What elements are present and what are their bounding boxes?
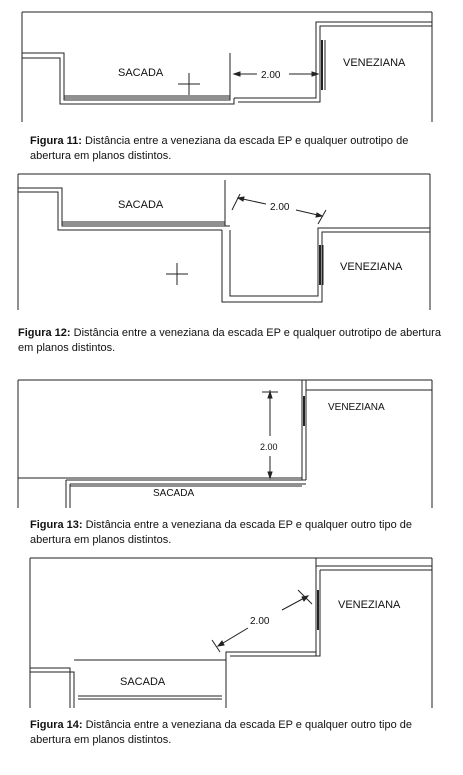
figure-13-caption	[30, 518, 450, 548]
figure-11-caption-label: Figura 11:	[30, 135, 82, 147]
figure-13-dimension: 2.00	[260, 442, 278, 452]
figure-13-left-label: SACADA	[153, 488, 195, 499]
figure-14-left-label: SACADA	[120, 676, 166, 688]
figure-11-drawing	[0, 0, 463, 128]
figure-12-caption-label: Figura 12:	[18, 327, 71, 339]
figure-11-svg	[0, 0, 463, 128]
figure-12-right-label: VENEZIANA	[340, 261, 403, 273]
figure-12-drawing	[0, 170, 463, 318]
figure-13-caption-text: Distância entre a veneziana da escada EP e qualquer outro tipo de abertura em planos distintos.	[30, 519, 412, 546]
figure-13-caption-label: Figura 13:	[30, 519, 83, 531]
figure-14-dimension: 2.00	[250, 616, 270, 627]
figure-14-drawing	[0, 556, 463, 712]
figure-13-svg	[0, 378, 463, 514]
figure-12-caption	[18, 326, 448, 356]
figure-11-dimension: 2.00	[261, 70, 281, 81]
figure-14-caption-text: Distância entre a veneziana da escada EP e qualquer outro tipo de abertura em planos distintos.	[30, 719, 412, 746]
figure-13-drawing	[0, 378, 463, 514]
figure-14-right-label: VENEZIANA	[338, 599, 401, 611]
figure-12-dimension: 2.00	[270, 202, 290, 213]
figure-12-left-label: SACADA	[118, 199, 164, 211]
figure-11-caption-text: Distância entre a veneziana da escada EP e qualquer outrotipo de abertura em planos distintos.	[30, 135, 409, 162]
figure-14-caption-label: Figura 14:	[30, 719, 83, 731]
figure-14-svg	[0, 556, 463, 712]
figure-11-right-label: VENEZIANA	[343, 57, 406, 69]
figure-11-caption	[30, 134, 448, 164]
figure-11-left-label: SACADA	[118, 67, 164, 79]
figure-13-right-label: VENEZIANA	[328, 402, 385, 413]
figure-14-caption	[30, 718, 450, 748]
figure-12-svg	[0, 170, 463, 318]
figure-12-caption-text: Distância entre a veneziana da escada EP e qualquer outrotipo de abertura em planos distintos.	[18, 327, 441, 354]
